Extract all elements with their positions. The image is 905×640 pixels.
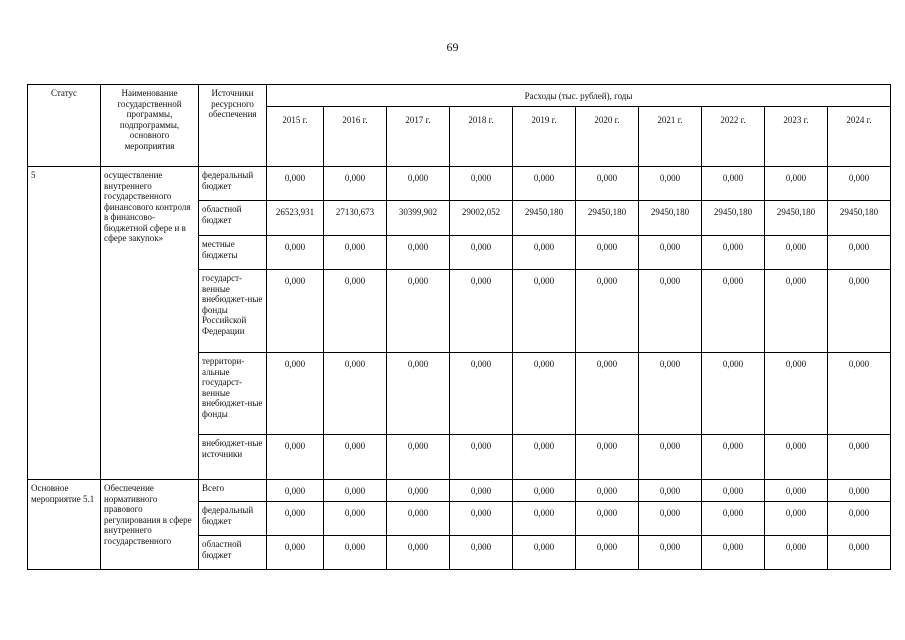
status-cell: Основное мероприятие 5.1 <box>28 480 101 570</box>
status-cell: 5 <box>28 167 101 480</box>
value-cell: 30399,902 <box>387 201 450 236</box>
value-cell: 0,000 <box>450 353 513 435</box>
value-cell: 0,000 <box>576 502 639 536</box>
value-cell: 0,000 <box>387 270 450 353</box>
source-cell: областной бюджет <box>199 536 267 570</box>
value-cell: 0,000 <box>324 270 387 353</box>
value-cell: 0,000 <box>324 353 387 435</box>
value-cell: 0,000 <box>828 270 891 353</box>
value-cell: 29450,180 <box>765 201 828 236</box>
value-cell: 0,000 <box>324 167 387 201</box>
value-cell: 29450,180 <box>576 201 639 236</box>
value-cell: 0,000 <box>324 435 387 480</box>
source-cell: Всего <box>199 480 267 502</box>
value-cell: 29002,052 <box>450 201 513 236</box>
value-cell: 0,000 <box>267 536 324 570</box>
value-cell: 0,000 <box>513 480 576 502</box>
value-cell: 29450,180 <box>513 201 576 236</box>
value-cell: 0,000 <box>828 502 891 536</box>
value-cell: 0,000 <box>450 270 513 353</box>
source-cell: областной бюджет <box>199 201 267 236</box>
value-cell: 0,000 <box>576 435 639 480</box>
value-cell: 0,000 <box>513 236 576 270</box>
expenses-table <box>27 84 891 570</box>
value-cell: 0,000 <box>267 167 324 201</box>
value-cell: 0,000 <box>639 502 702 536</box>
value-cell: 0,000 <box>450 435 513 480</box>
value-cell: 26523,931 <box>267 201 324 236</box>
value-cell: 0,000 <box>387 236 450 270</box>
source-cell: федеральный бюджет <box>199 167 267 201</box>
value-cell: 0,000 <box>765 167 828 201</box>
value-cell: 0,000 <box>387 536 450 570</box>
header-year: 2019 г. <box>513 107 576 167</box>
value-cell: 0,000 <box>450 536 513 570</box>
value-cell: 0,000 <box>324 480 387 502</box>
value-cell: 0,000 <box>828 536 891 570</box>
value-cell: 0,000 <box>639 167 702 201</box>
value-cell: 27130,673 <box>324 201 387 236</box>
value-cell: 0,000 <box>828 435 891 480</box>
value-cell: 0,000 <box>702 236 765 270</box>
value-cell: 0,000 <box>387 435 450 480</box>
value-cell: 0,000 <box>450 236 513 270</box>
value-cell: 0,000 <box>765 270 828 353</box>
value-cell: 0,000 <box>387 480 450 502</box>
value-cell: 29450,180 <box>828 201 891 236</box>
value-cell: 0,000 <box>450 502 513 536</box>
value-cell: 0,000 <box>765 502 828 536</box>
value-cell: 0,000 <box>267 435 324 480</box>
value-cell: 0,000 <box>576 353 639 435</box>
value-cell: 0,000 <box>576 536 639 570</box>
value-cell: 0,000 <box>267 480 324 502</box>
value-cell: 0,000 <box>765 353 828 435</box>
table-row <box>28 167 891 201</box>
value-cell: 0,000 <box>828 353 891 435</box>
value-cell: 0,000 <box>387 353 450 435</box>
value-cell: 0,000 <box>702 167 765 201</box>
header-year: 2017 г. <box>387 107 450 167</box>
value-cell: 0,000 <box>513 167 576 201</box>
source-cell: внебюджет-ные источники <box>199 435 267 480</box>
value-cell: 0,000 <box>765 536 828 570</box>
value-cell: 0,000 <box>267 236 324 270</box>
header-status: Статус <box>28 85 101 167</box>
value-cell: 0,000 <box>702 270 765 353</box>
header-year: 2023 г. <box>765 107 828 167</box>
header-year: 2024 г. <box>828 107 891 167</box>
value-cell: 29450,180 <box>702 201 765 236</box>
value-cell: 0,000 <box>639 236 702 270</box>
value-cell: 0,000 <box>513 536 576 570</box>
value-cell: 0,000 <box>387 502 450 536</box>
value-cell: 0,000 <box>513 270 576 353</box>
value-cell: 0,000 <box>639 353 702 435</box>
header-name: Наименование государственной программы, подпрограммы, основного мероприятия <box>101 85 199 167</box>
source-cell: территори-альные государст-венные внебюджет-ные фонды <box>199 353 267 435</box>
value-cell: 0,000 <box>639 536 702 570</box>
value-cell: 0,000 <box>576 270 639 353</box>
value-cell: 0,000 <box>702 353 765 435</box>
value-cell: 0,000 <box>450 167 513 201</box>
value-cell: 0,000 <box>513 435 576 480</box>
header-year: 2018 г. <box>450 107 513 167</box>
value-cell: 0,000 <box>576 480 639 502</box>
table-row <box>28 480 891 502</box>
value-cell: 0,000 <box>639 435 702 480</box>
program-name-cell: Обеспечение нормативного правового регулирования в сфере внутреннего государственного <box>101 480 199 570</box>
value-cell: 0,000 <box>324 236 387 270</box>
value-cell: 0,000 <box>387 167 450 201</box>
value-cell: 0,000 <box>267 502 324 536</box>
header-year: 2015 г. <box>267 107 324 167</box>
source-cell: федеральный бюджет <box>199 502 267 536</box>
value-cell: 0,000 <box>702 435 765 480</box>
header-year: 2016 г. <box>324 107 387 167</box>
header-year: 2021 г. <box>639 107 702 167</box>
value-cell: 0,000 <box>576 167 639 201</box>
header-year: 2020 г. <box>576 107 639 167</box>
value-cell: 0,000 <box>828 236 891 270</box>
value-cell: 0,000 <box>828 480 891 502</box>
value-cell: 0,000 <box>828 167 891 201</box>
value-cell: 0,000 <box>513 353 576 435</box>
value-cell: 0,000 <box>324 536 387 570</box>
value-cell: 0,000 <box>765 480 828 502</box>
value-cell: 0,000 <box>267 353 324 435</box>
header-year: 2022 г. <box>702 107 765 167</box>
value-cell: 0,000 <box>639 270 702 353</box>
value-cell: 0,000 <box>450 480 513 502</box>
value-cell: 0,000 <box>702 480 765 502</box>
value-cell: 0,000 <box>576 236 639 270</box>
value-cell: 0,000 <box>324 502 387 536</box>
program-name-cell: осуществление внутреннего государственного финансового контроля в финансово-бюджетной сфере и в сфере закупок» <box>101 167 199 480</box>
header-sources: Источники ресурсного обеспечения <box>199 85 267 167</box>
page-number: 69 <box>446 40 459 54</box>
value-cell: 0,000 <box>639 480 702 502</box>
value-cell: 0,000 <box>513 502 576 536</box>
source-cell: местные бюджеты <box>199 236 267 270</box>
value-cell: 0,000 <box>267 270 324 353</box>
header-expenses: Расходы (тыс. рублей), годы <box>267 85 891 107</box>
value-cell: 0,000 <box>765 435 828 480</box>
value-cell: 0,000 <box>702 502 765 536</box>
value-cell: 0,000 <box>702 536 765 570</box>
value-cell: 29450,180 <box>639 201 702 236</box>
value-cell: 0,000 <box>765 236 828 270</box>
source-cell: государст-венные внебюджет-ные фонды Российской Федерации <box>199 270 267 353</box>
